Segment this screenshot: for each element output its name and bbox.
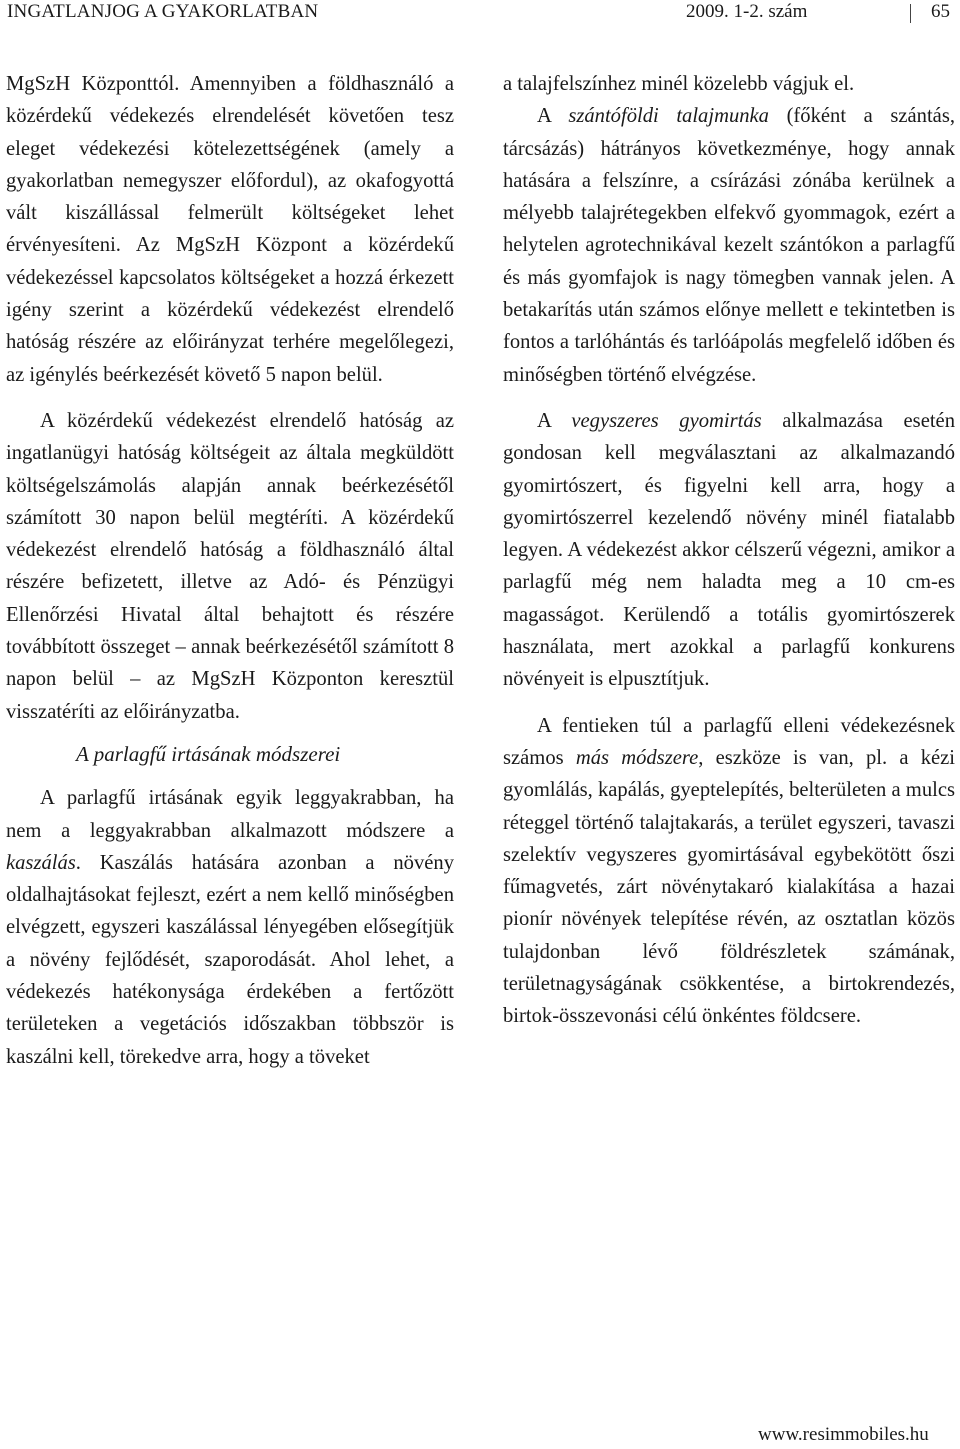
running-header: [0, 0, 960, 34]
emphasis-talajmunka: szántóföldi talajmunka: [568, 105, 769, 128]
paragraph-talajmunka: A szántóföldi talajmunka (főként a szántás, tárcsázás) hátrányos következménye, hogy annak hatására a felszínre, a csírázási zónába kerülnek a mélyebb talajrétegekben elfekvő gyommagok, ezért a helytelen agrotechnikával kezelt szántókon a parlagfű és más gyomfajok is nagy tömegben vannak jelen. A betakarítás után számos előnye mellett e tekintetben is fontos a tarlóhántás és tarlóápolás megfelelő időben és minőségben történő elvégzése.: [503, 105, 955, 386]
right-column: [503, 68, 955, 1033]
header-divider: [910, 4, 911, 23]
journal-title: INGATLANJOG A GYAKORLATBAN: [7, 1, 319, 22]
paragraph-2: A közérdekű védekezést elrendelő hatóság az ingatlanügyi hatóság költségeit az általa megküldött költségelszámolás alapján annak beérkezésétől számított 30 napon belül megtéríti. A közérdekű védekezést elrendelő hatóság a földhasználó által részére befizetett, illetve az Adó- és Pénzügyi Ellenőrzési Hivatal által behajtott és részére továbbított összeget – annak beérkezésétől számított 8 napon belül – az MgSzH Központon keresztül visszatéríti az előirányzatba.: [6, 409, 454, 723]
left-column: [6, 68, 454, 1073]
paragraph-1: MgSzH Központtól. Amennyiben a földhasználó a közérdekű védekezés elrendelését követően tesz eleget védekezési kötelezettségének (amely a gyakorlatban nemegyszer előfordul), az okafogyottá vált kiszállással felmerült költségeket lehet érvényesíteni. Az MgSzH Központ a közérdekű védekezéssel kapcsolatos költségeket a hozzá érkezett igény szerint a közérdekű védekezést elrendelő hatóság részére az előirányzat terhére megelőlegezi, az igénylés beérkezését követő 5 napon belül.: [6, 73, 454, 386]
footer-watermark: www.resimmobiles.hu: [758, 1424, 929, 1445]
paragraph-3: A parlagfű irtásának egyik leggyakrabban, ha nem a leggyakrabban alkalmazott módszere a kaszálás. Kaszálás hatására azonban a növény oldalhajtásokat fejleszt, ezért a nem kellő minőségben elvégzett, egyszeri kaszálással lényegében elősegítjük a növény fejlődését, szaporodását. Ahol lehet, a védekezés hatékonysága érdekében a fertőzött területeken a vegetációs időszakban többször is kaszálni kell, törekedve arra, hogy a töveket: [6, 787, 454, 1068]
emphasis-vegyszeres: vegyszeres gyomirtás: [571, 409, 762, 432]
emphasis-kaszalas: kaszálás: [6, 851, 76, 874]
paragraph-continuation: a talajfelszínhez minél közelebb vágjuk el.: [503, 73, 855, 95]
paragraph-vegyszeres: A vegyszeres gyomirtás alkalmazása esetén gondosan kell megválasztani az alkalmazandó gyomirtószert, és figyelni kell arra, hogy a gyomirtószerrel kezelendő növény minél fiatalabb legyen. A védekezést akkor célszerű végezni, amikor a parlagfű még nem haladta meg a 10 cm-es magasságot. Kerülendő a totális gyomirtószerek használata, mert azokkal a parlagfű konkurens növényeit is elpusztítjuk.: [503, 409, 955, 691]
section-heading: A parlagfű irtásának módszerei: [76, 741, 341, 766]
page-number: 65: [931, 1, 950, 22]
issue-number: 2009. 1-2. szám: [686, 1, 808, 22]
emphasis-mas-modszere: más módszere: [575, 746, 699, 769]
paragraph-mas-modszerek: A fentieken túl a parlagfű elleni védekezésnek számos más módszere, eszköze is van, pl. a kézi gyomlálás, kapálás, gyeptelepítés, belterületen a mulcs réteggel történő talajtakarás, a terület egyszeri, tavaszi szelektív vegyszeres gyomirtásával egybekötött őszi fűmagvetés, zárt növénytakaró kialakítása a hazai pionír növények telepítése révén, az osztatlan közös tulajdonban lévő földrészletek számának, területnagyságának csökkentése, a birtokrendezés, birtok-összevonási célú önkéntes földcsere.: [503, 714, 956, 1028]
